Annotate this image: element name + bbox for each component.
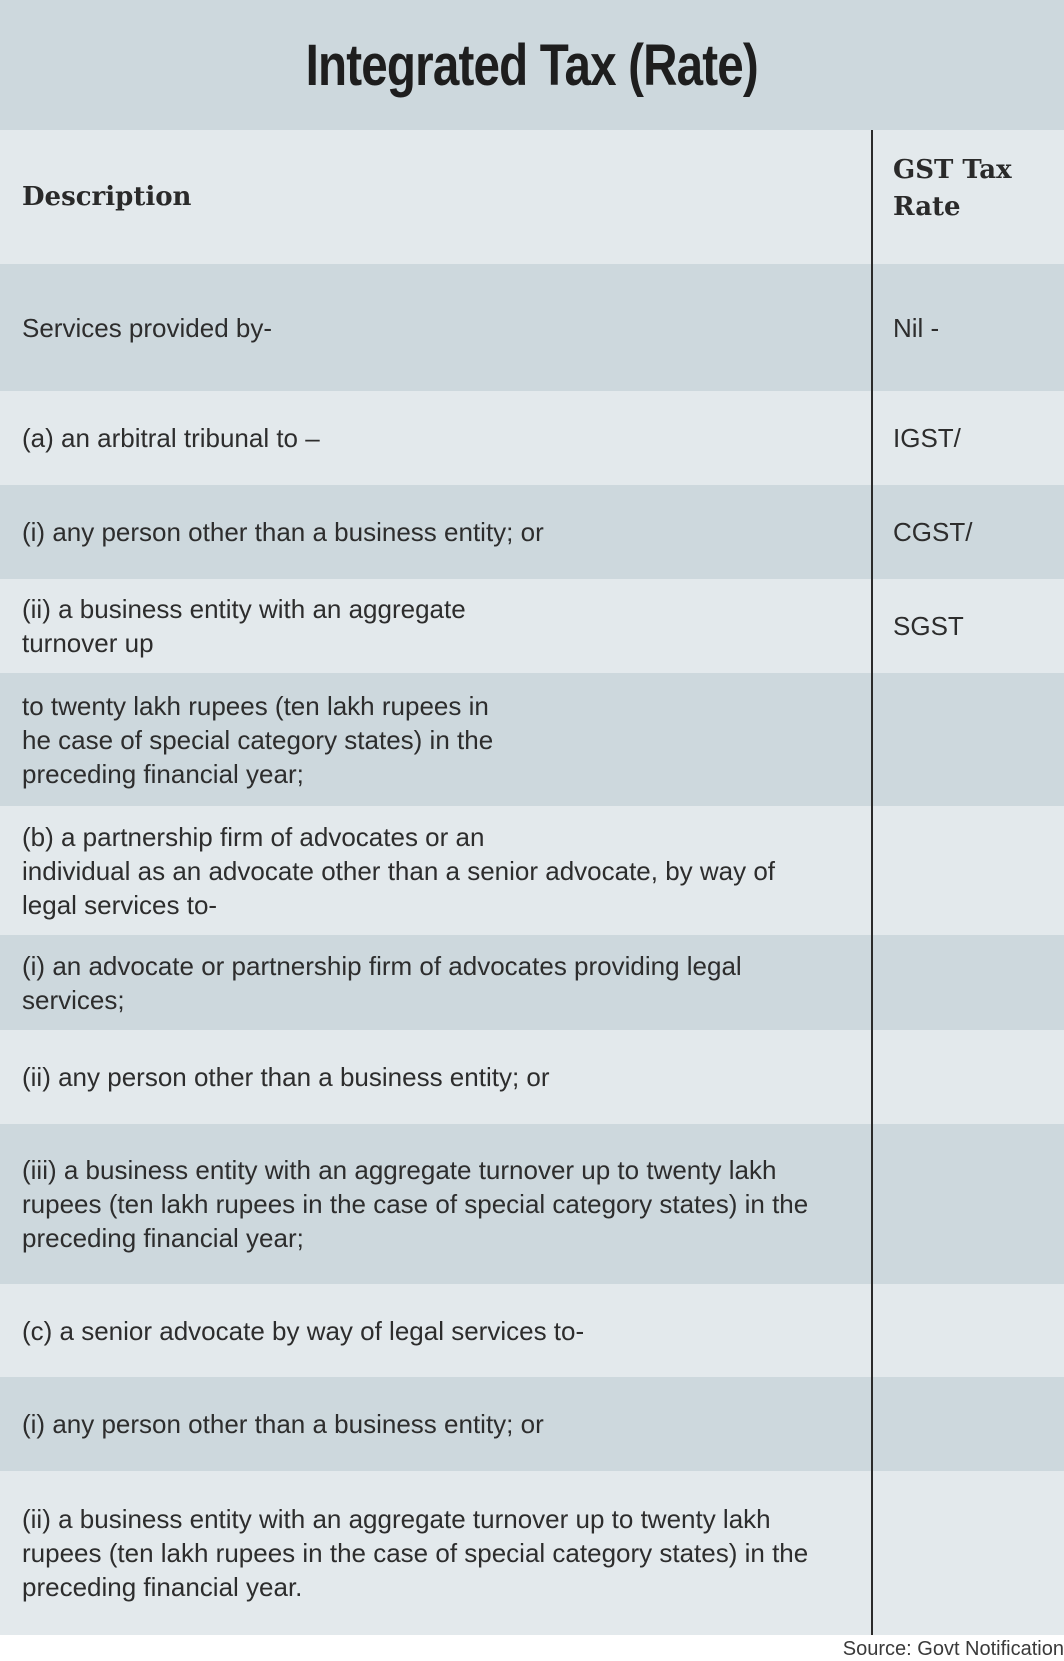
description-line: (a) an arbitral tribunal to – <box>22 423 320 453</box>
title-bar <box>0 0 1064 130</box>
table-header-row <box>0 130 1064 264</box>
description-line: to twenty lakh rupees (ten lakh rupees in <box>22 690 489 721</box>
description-line: (c) a senior advocate by way of legal services to- <box>22 1315 585 1346</box>
table-row <box>0 935 1064 1030</box>
row-description <box>0 1377 871 1471</box>
description-line: legal services to- <box>22 889 218 920</box>
row-rate <box>871 1030 1064 1124</box>
description-line: rupees (ten lakh rupees in the case of special category states) in the <box>22 1189 809 1219</box>
row-rate: SGST <box>893 611 964 641</box>
row-description <box>0 485 871 579</box>
description-line: (ii) any person other than a business entity; or <box>22 1062 550 1092</box>
description-line: he case of special category states) in the <box>22 724 494 755</box>
description-line: services; <box>22 984 125 1015</box>
row-description <box>0 1124 871 1284</box>
row-description <box>0 579 871 673</box>
table-row <box>0 264 1064 391</box>
description-line: preceding financial year. <box>22 1572 303 1602</box>
row-description <box>0 1030 871 1124</box>
tax-rate-table <box>0 130 1064 1635</box>
description-line: (i) an advocate or partnership firm of advocates providing legal <box>22 950 742 981</box>
table-row <box>0 485 1064 579</box>
description-line: individual as an advocate other than a senior advocate, by way of <box>22 855 776 886</box>
source-note: Source: Govt Notification <box>842 1638 1064 1660</box>
row-rate: Nil - <box>893 312 940 343</box>
description-line: preceding financial year; <box>22 758 304 789</box>
description-line: (ii) a business entity with an aggregate <box>22 594 466 624</box>
row-rate <box>871 935 1064 1030</box>
row-description <box>0 935 871 1030</box>
table-row <box>0 1124 1064 1284</box>
table-row <box>0 1377 1064 1471</box>
row-rate <box>871 1284 1064 1377</box>
description-line: (i) any person other than a business entity; or <box>22 517 544 547</box>
column-divider <box>871 130 873 1635</box>
table-row <box>0 391 1064 485</box>
row-description <box>0 806 871 935</box>
row-rate <box>871 1124 1064 1284</box>
description-line: Services provided by- <box>22 312 272 343</box>
table-row <box>0 579 1064 673</box>
column-header-gst-rate <box>871 130 1064 264</box>
description-line: rupees (ten lakh rupees in the case of special category states) in the <box>22 1538 809 1568</box>
description-line: (iii) a business entity with an aggregate turnover up to twenty lakh <box>22 1155 777 1185</box>
table-row <box>0 806 1064 935</box>
row-rate <box>871 673 1064 806</box>
row-description <box>0 1471 871 1635</box>
table-row <box>0 1471 1064 1635</box>
page-title: Integrated Tax (Rate) <box>305 32 759 98</box>
description-line: (ii) a business entity with an aggregate turnover up to twenty lakh <box>22 1504 771 1534</box>
row-rate <box>871 1471 1064 1635</box>
description-line: preceding financial year; <box>22 1223 304 1253</box>
row-description <box>0 673 871 806</box>
row-description <box>0 264 871 391</box>
row-rate: CGST/ <box>893 517 973 547</box>
row-rate: IGST/ <box>893 423 961 453</box>
row-description <box>0 391 871 485</box>
row-description <box>0 1284 871 1377</box>
table-row <box>0 1030 1064 1124</box>
column-header-gst-rate-line2: Rate <box>893 192 961 222</box>
description-line: (b) a partnership firm of advocates or an <box>22 821 485 852</box>
description-line: turnover up <box>22 628 154 658</box>
row-rate <box>871 1377 1064 1471</box>
table-row <box>0 1284 1064 1377</box>
row-rate <box>871 806 1064 935</box>
column-header-description: Description <box>22 181 192 212</box>
description-line: (i) any person other than a business entity; or <box>22 1409 544 1439</box>
column-header-gst-rate-line1: GST Tax <box>893 155 1012 185</box>
table-row <box>0 673 1064 806</box>
